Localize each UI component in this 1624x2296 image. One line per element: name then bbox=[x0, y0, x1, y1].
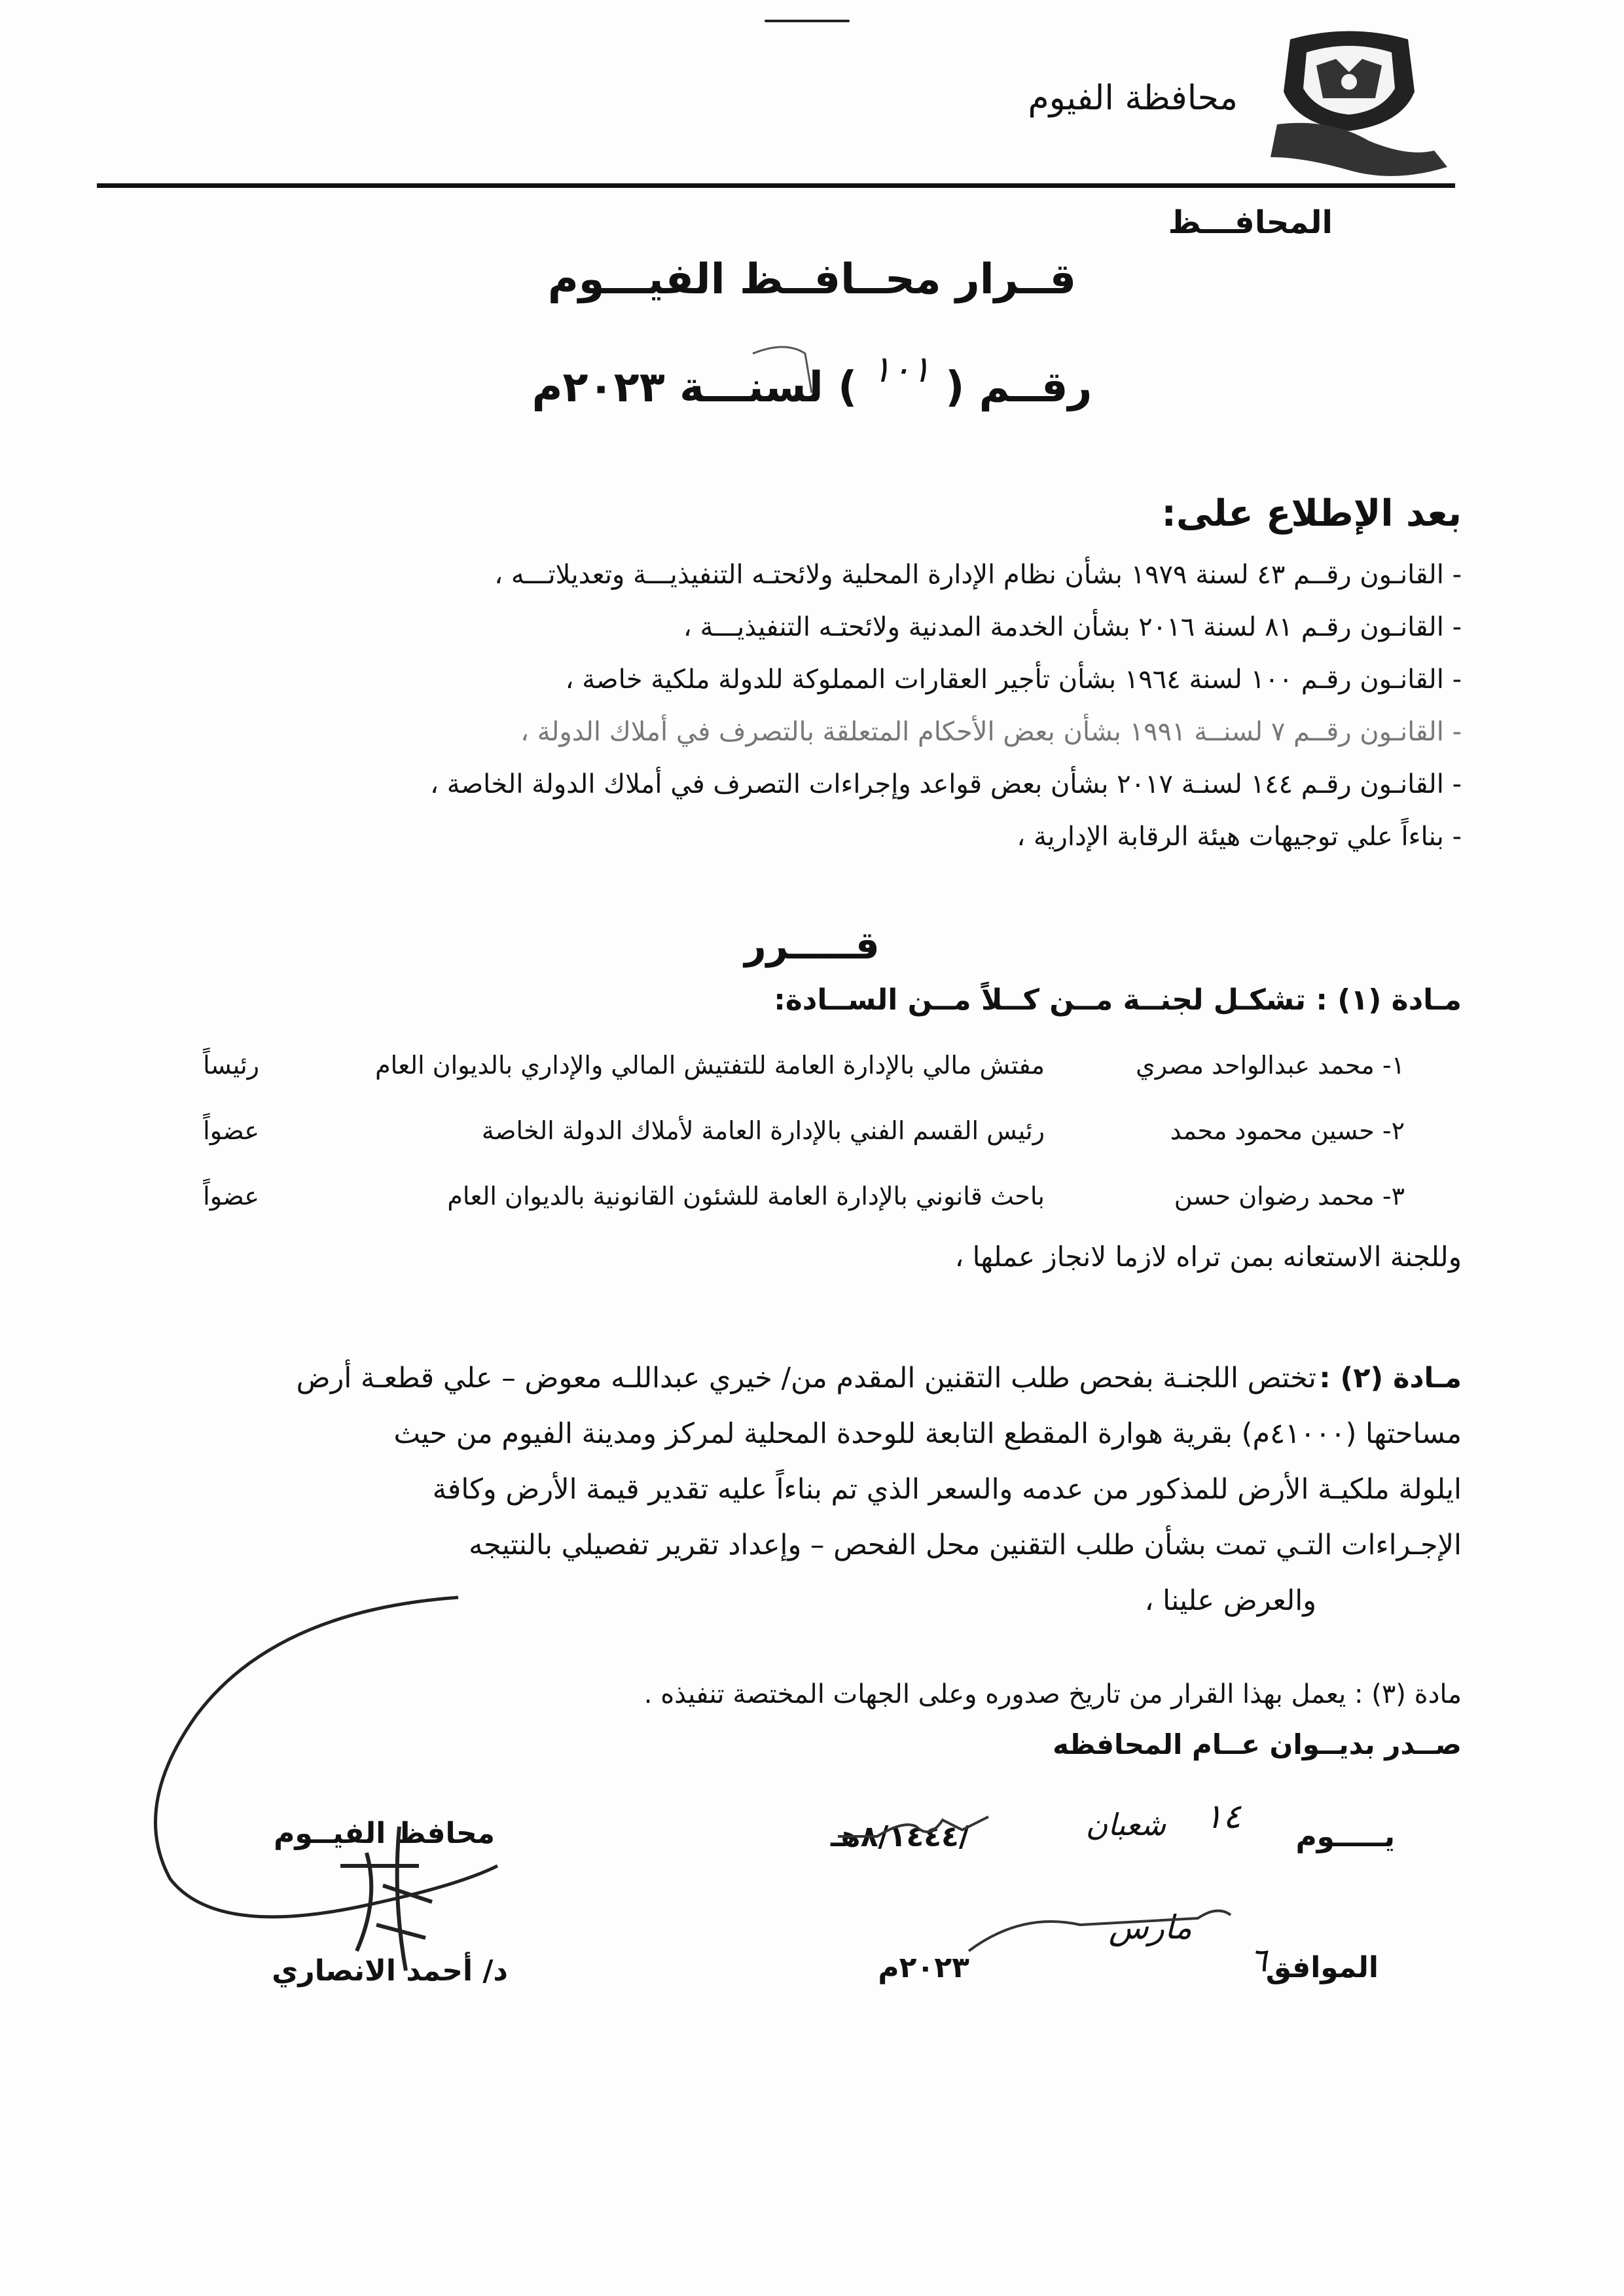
gregorian-label: الموافق bbox=[1265, 1951, 1379, 1984]
hijri-month: شعبان bbox=[1085, 1807, 1166, 1842]
decree-number-line bbox=[0, 348, 1624, 412]
article-2-line: تختص اللجنـة بفحص طلب التقنين المقدم من/ خيري عبداللـه معوض – علي قطعـة أرض bbox=[296, 1362, 1316, 1394]
decree-number-prefix: رقــم ( bbox=[945, 363, 1092, 412]
article-2-line: ايلولة ملكيـة الأرض للمذكور من عدمه والسعر الذي تم بناءاً عليه تقدير قيمة الأرض وكافة bbox=[432, 1473, 1462, 1506]
article-2-line: والعرض علينا ، bbox=[1144, 1584, 1316, 1617]
member-name: ٣- محمد رضوان حسن bbox=[1174, 1182, 1405, 1211]
preamble-heading: بعد الإطلاع على: bbox=[1161, 492, 1462, 535]
gregorian-month: مارس bbox=[1108, 1908, 1192, 1946]
member-name: ١- محمد عبدالواحد مصري bbox=[1135, 1051, 1405, 1080]
office-label: المحافـــظ bbox=[1168, 204, 1333, 241]
article-2-line: مساحتها (٤١٠٠٠م) بقرية هوارة المقطع التابعة للوحدة المحلية لمركز ومدينة الفيوم من حيث bbox=[393, 1417, 1462, 1450]
article-3: مادة (٣) : يعمل بهذا القرار من تاريخ صدوره وعلى الجهات المختصة تنفيذه . bbox=[643, 1679, 1462, 1709]
signatory-title: محافظ الفيــوم bbox=[274, 1817, 495, 1850]
article-2-line: الإجـراءات التـي تمت بشأن طلب التقنين محل الفحص – وإعداد تقرير تفصيلي بالنتيجه bbox=[469, 1529, 1462, 1561]
preamble-item: - بناءاً علي توجيهات هيئة الرقابة الإدارية ، bbox=[1017, 822, 1462, 852]
governorate-name: محافظة الفيوم bbox=[1028, 79, 1238, 118]
header-rule bbox=[97, 183, 1455, 188]
gregorian-year: ٢٠٢٣م bbox=[878, 1951, 969, 1984]
gregorian-day: ٦ bbox=[1250, 1941, 1267, 1979]
hijri-year: /٨/١٤٤٤هـ bbox=[831, 1820, 969, 1853]
signatory-name: د/ أحمد الانصاري bbox=[272, 1954, 508, 1988]
decree-title: قــرار محــافــظ الفيـــوم bbox=[547, 255, 1077, 304]
member-position: مفتش مالي بالإدارة العامة للتفتيش المالي والإداري بالديوان العام bbox=[375, 1051, 1045, 1080]
preamble-item: - القانـون رقــم ٤٣ لسنة ١٩٧٩ بشأن نظام الإدارة المحلية ولائحتـه التنفيذيـــة وتعديلاتـــه ، bbox=[494, 560, 1462, 590]
member-role: عضواً bbox=[203, 1182, 259, 1211]
member-position: رئيس القسم الفني بالإدارة العامة لأملاك الدولة الخاصة bbox=[481, 1116, 1045, 1145]
hijri-day: ١٤ bbox=[1204, 1797, 1241, 1836]
fayoum-emblem-icon bbox=[1251, 26, 1447, 183]
preamble-item: - القانـون رقـم ١٤٤ لسنـة ٢٠١٧ بشأن بعض قواعد وإجراءات التصرف في أملاك الدولة الخاصة ، bbox=[430, 769, 1462, 799]
issued-at: صــدر بديــوان عــام المحافظه bbox=[1053, 1728, 1462, 1760]
article-2-label: مـادة (٢) : bbox=[1319, 1362, 1462, 1394]
article-1-heading: مـادة (١) : تشكـل لجنــة مــن كــلاً مــن الســادة: bbox=[774, 983, 1462, 1017]
preamble-item: - القانـون رقـم ١٠٠ لسنة ١٩٦٤ بشأن تأجير العقارات المملوكة للدولة ملكية خاصة ، bbox=[565, 665, 1462, 695]
decree-number: ١٠١ bbox=[871, 348, 931, 391]
preamble-item: - القانـون رقــم ٧ لسنــة ١٩٩١ بشأن بعض الأحكام المتعلقة بالتصرف في أملاك الدولة ، bbox=[520, 717, 1462, 747]
member-role: عضواً bbox=[203, 1116, 259, 1145]
hijri-day-label: يـــــوم bbox=[1295, 1820, 1395, 1853]
committee-note: وللجنة الاستعانه بمن تراه لازما لانجاز عملها ، bbox=[954, 1241, 1462, 1273]
decree-number-suffix: ) لسنـــة ٢٠٢٣م bbox=[532, 363, 857, 412]
member-name: ٢- حسين محمود محمد bbox=[1170, 1116, 1405, 1145]
preamble-item: - القانـون رقـم ٨١ لسنة ٢٠١٦ بشأن الخدمة المدنية ولائحتـه التنفيذيـــة ، bbox=[683, 612, 1462, 642]
member-position: باحث قانوني بالإدارة العامة للشئون القانونية بالديوان العام bbox=[447, 1182, 1045, 1211]
top-mark bbox=[765, 20, 850, 22]
decision-heading: قـــــرر bbox=[744, 923, 880, 968]
member-role: رئيساً bbox=[203, 1051, 259, 1080]
